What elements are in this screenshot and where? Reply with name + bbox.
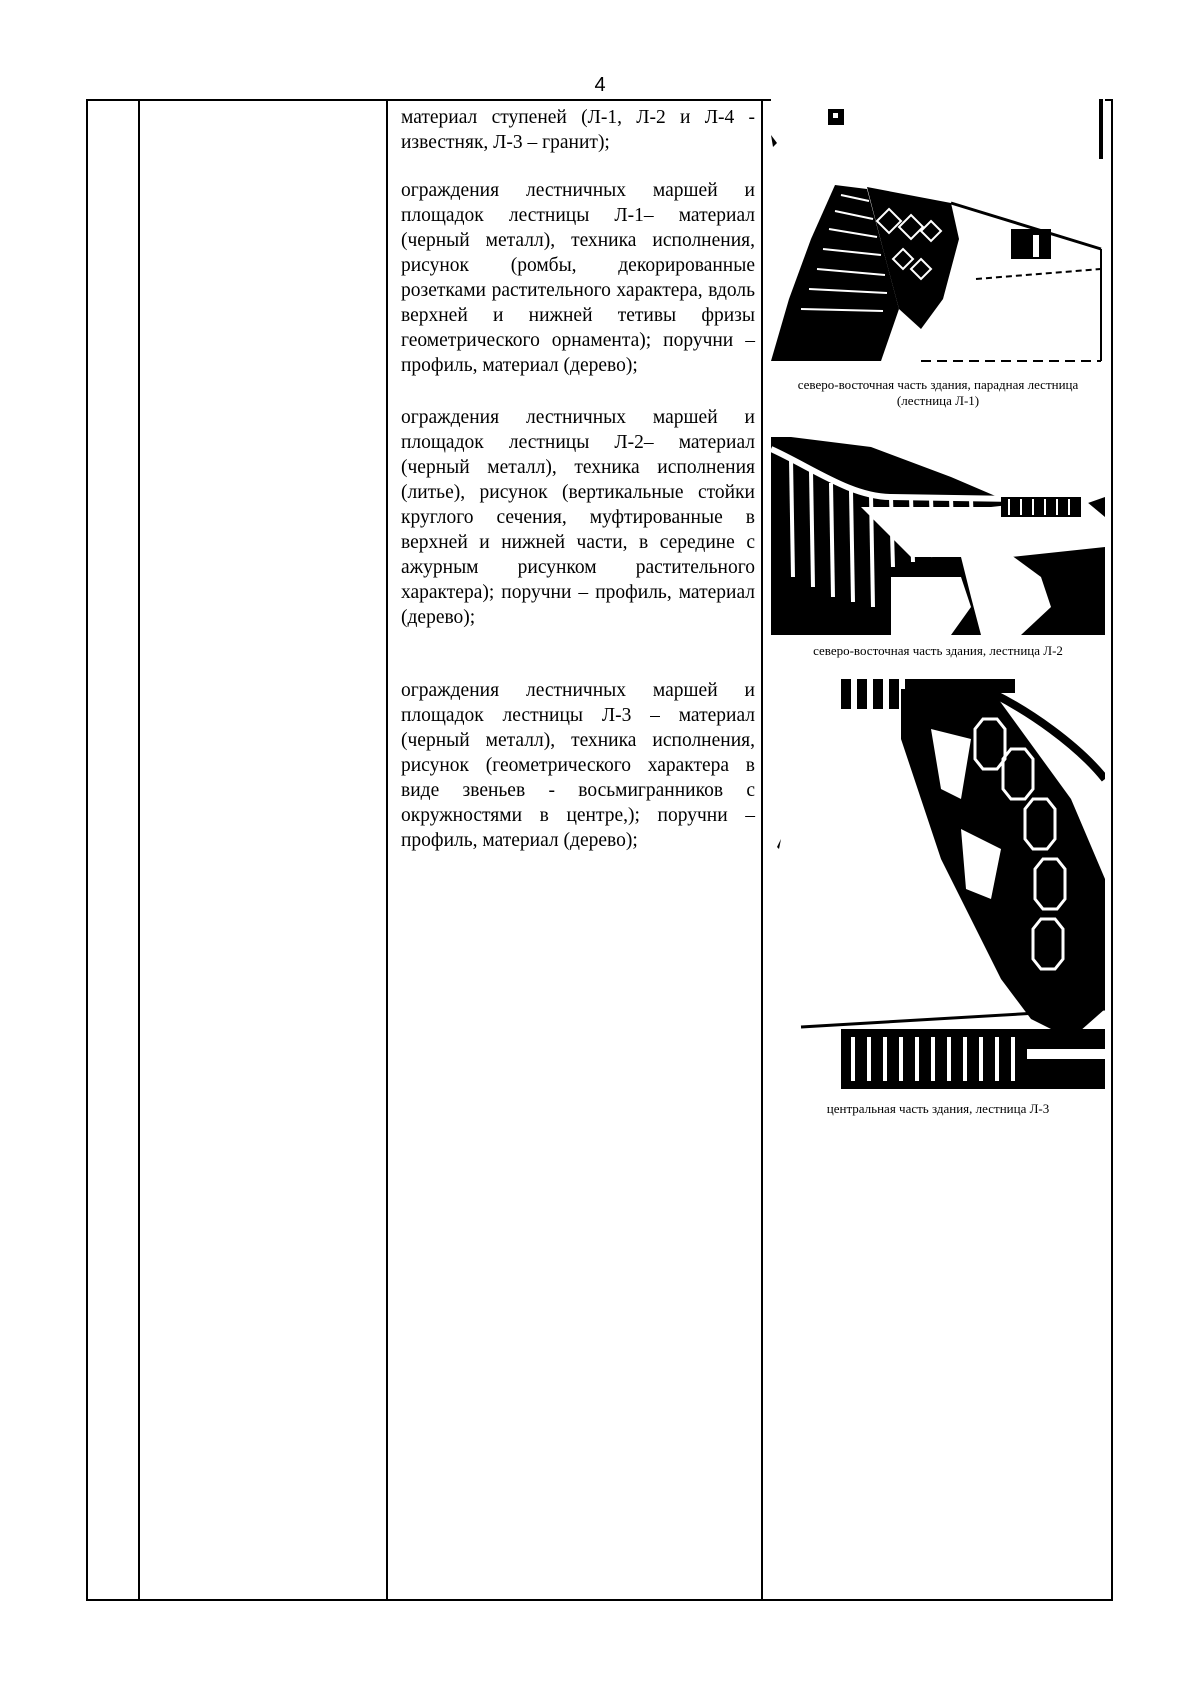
column-divider-3 [761, 101, 763, 1599]
paragraph-railing-l1: ограждения лестничных маршей и площадок лестницы Л-1– материал (черный металл), техника исполнения, рисунок (ромбы, декорированные розетками растительного характера, вдоль верхней и нижней тетивы фризы геометрического орнамента); поручни – профиль, материал (дерево); [401, 180, 755, 376]
caption-staircase-l3: центральная часть здания, лестница Л-3 [826, 1101, 1050, 1116]
page-number: 4 [594, 74, 606, 96]
description-column [401, 105, 755, 853]
photo-staircase-l3 [771, 679, 1105, 1089]
photo-staircase-l1 [771, 99, 1105, 364]
paragraph-railing-l3: ограждения лестничных маршей и площадок лестницы Л-3 – материал (черный металл), техника исполнения, рисунок (геометрического характера в виде звеньев - восьмигранников с окружностями в центре,); поручни – профиль, материал (дерево); [401, 680, 755, 851]
photo-staircase-l2 [771, 437, 1105, 635]
column-divider-2 [386, 101, 388, 1599]
paragraph-step-material: материал ступеней (Л-1, Л-2 и Л-4 - известняк, Л-3 – гранит); [401, 107, 755, 153]
document-table [86, 99, 1113, 1601]
caption-staircase-l2: северо-восточная часть здания, лестница Л-2 [813, 643, 1063, 658]
paragraph-railing-l2: ограждения лестничных маршей и площадок лестницы Л-2– материал (черный металл), техника исполнения (литье), рисунок (вертикальные стойки круглого сечения, муфтированные в верхней и нижней части, в середине с ажурным рисунком растительного характера); поручни – профиль, материал (дерево); [401, 407, 755, 628]
column-divider-1 [138, 101, 140, 1599]
caption-staircase-l1: северо-восточная часть здания, парадная лестница (лестница Л-1) [797, 377, 1079, 408]
